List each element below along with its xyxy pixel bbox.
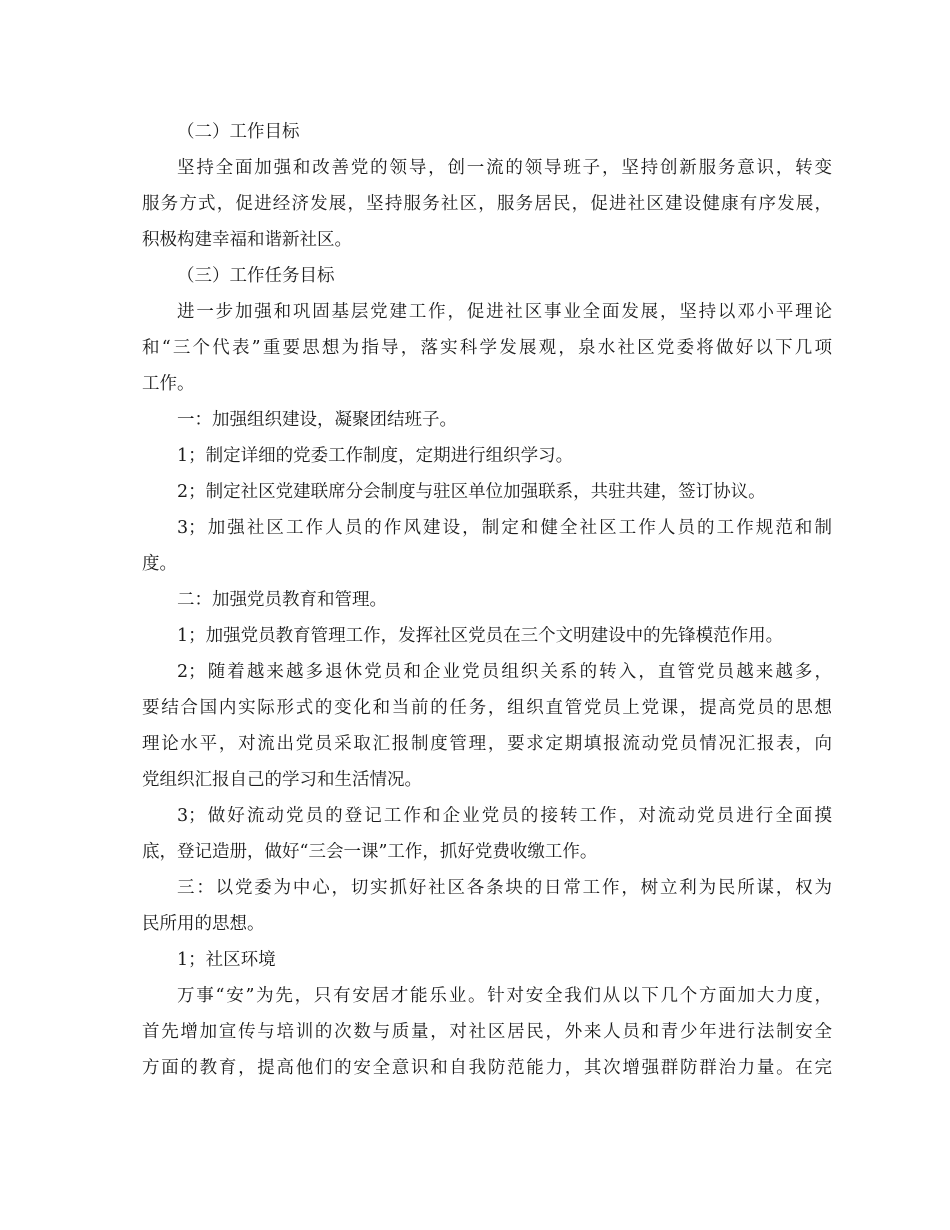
text-line: 首先增加宣传与培训的次数与质量，对社区居民，外来人员和青少年进行法制安全 (142, 1022, 832, 1042)
text-line: 一：加强组织建设，凝聚团结班子。 (177, 410, 457, 430)
text-line: 坚持全面加强和改善党的领导，创一流的领导班子，坚持创新服务意识，转变 (177, 158, 832, 178)
text-line: 1；社区环境 (177, 950, 276, 970)
text-line: 工作。 (142, 374, 195, 394)
text-line: 三：以党委为中心，切实抓好社区各条块的日常工作，树立利为民所谋，权为 (177, 878, 832, 898)
text-line: 2；随着越来越多退休党员和企业党员组织关系的转入，直管党员越来越多， (177, 662, 832, 682)
text-line: 进一步加强和巩固基层党建工作，促进社区事业全面发展，坚持以邓小平理论 (177, 302, 832, 322)
text-line: 二：加强党员教育和管理。 (177, 590, 387, 610)
text-line: 理论水平，对流出党员采取汇报制度管理，要求定期填报流动党员情况汇报表，向 (142, 734, 832, 754)
text-line: 方面的教育，提高他们的安全意识和自我防范能力，其次增强群防群治力量。在完 (142, 1058, 832, 1078)
document-body (142, 114, 832, 1086)
text-line: 积极构建幸福和谐新社区。 (142, 230, 352, 250)
text-line: 1；制定详细的党委工作制度，定期进行组织学习。 (177, 446, 574, 466)
text-line: 服务方式，促进经济发展，坚持服务社区，服务居民，促进社区建设健康有序发展， (142, 194, 832, 214)
text-line: 1；加强党员教育管理工作，发挥社区党员在三个文明建设中的先锋模范作用。 (177, 626, 784, 646)
text-line: 3；加强社区工作人员的作风建设，制定和健全社区工作人员的工作规范和制 (177, 518, 832, 538)
text-line: 民所用的思想。 (142, 914, 265, 934)
text-line: 要结合国内实际形式的变化和当前的任务，组织直管党员上党课，提高党员的思想 (142, 698, 832, 718)
text-line: （三）工作任务目标 (177, 266, 335, 286)
text-line: 底，登记造册，做好“三会一课”工作，抓好党费收缴工作。 (142, 842, 598, 862)
text-line: 2；制定社区党建联席分会制度与驻区单位加强联系，共驻共建，签订协议。 (177, 482, 766, 502)
text-line: 党组织汇报自己的学习和生活情况。 (142, 770, 422, 790)
text-line: 万事“安”为先，只有安居才能乐业。针对安全我们从以下几个方面加大力度， (177, 986, 832, 1006)
text-line: 度。 (142, 554, 177, 574)
text-line: 和“三个代表”重要思想为指导，落实科学发展观，泉水社区党委将做好以下几项 (142, 338, 832, 358)
text-line: 3；做好流动党员的登记工作和企业党员的接转工作，对流动党员进行全面摸 (177, 806, 832, 826)
text-line: （二）工作目标 (177, 122, 300, 142)
